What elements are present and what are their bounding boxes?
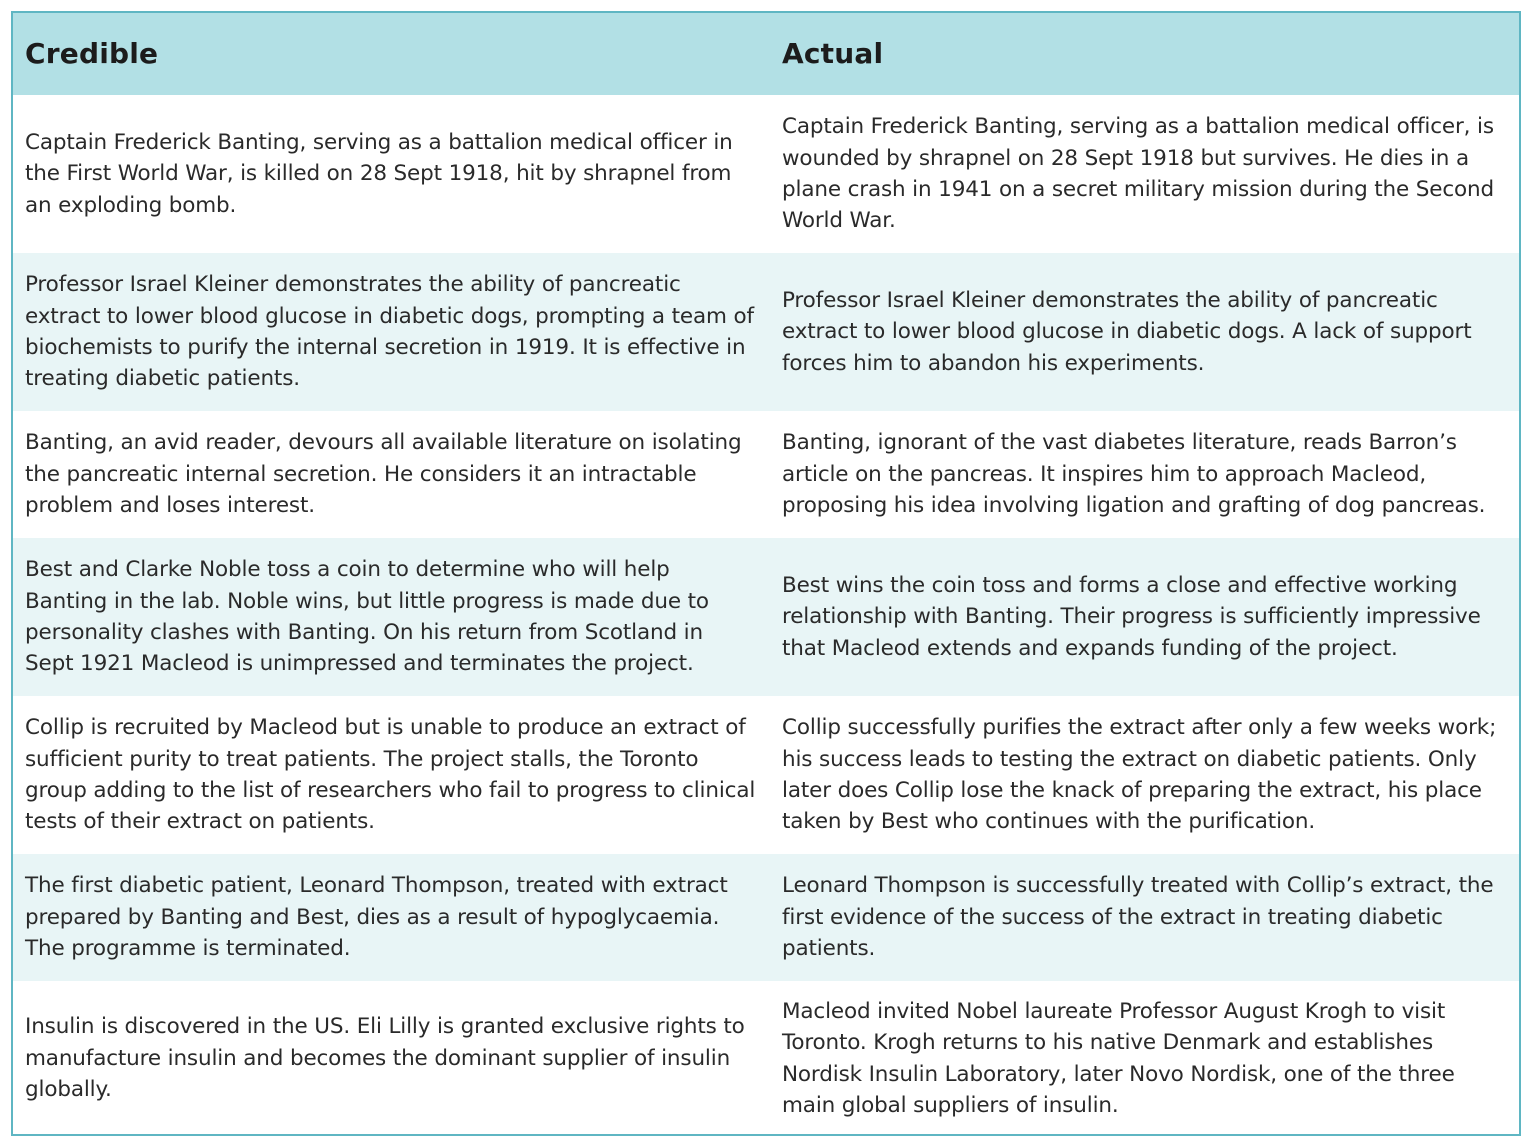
actual-cell: Captain Frederick Banting, serving as a battalion medical officer, is wounded by shrapnel on 28 Sept 1918 but survives. He dies in a plane crash in 1941 on a secret military mission during the Second World War. — [770, 95, 1519, 253]
table-row — [13, 95, 1519, 253]
table-row — [13, 253, 1519, 411]
actual-cell: Collip successfully purifies the extract after only a few weeks work; his success leads to testing the extract on diabetic patients. Only later does Collip lose the knack of preparing the extract, his place taken by Best who continues with the purification. — [770, 696, 1519, 854]
credible-cell: Professor Israel Kleiner demonstrates the ability of pancreatic extract to lower blood glucose in diabetic dogs, prompting a team of biochemists to purify the internal secretion in 1919. It is effective in treating diabetic patients. — [13, 253, 770, 411]
actual-cell: Professor Israel Kleiner demonstrates the ability of pancreatic extract to lower blood glucose in diabetic dogs. A lack of support forces him to abandon his experiments. — [770, 253, 1519, 411]
table-row — [13, 854, 1519, 981]
actual-cell: Best wins the coin toss and forms a close and effective working relationship with Banting. Their progress is sufficiently impressive that Macleod extends and expands funding of the project. — [770, 538, 1519, 696]
actual-cell: Macleod invited Nobel laureate Professor August Krogh to visit Toronto. Krogh returns to his native Denmark and establishes Nordisk Insulin Laboratory, later Novo Nordisk, one of the three main global suppliers of insulin. — [770, 981, 1519, 1136]
table-row — [13, 538, 1519, 696]
comparison-table — [13, 13, 1519, 1136]
table-row — [13, 981, 1519, 1136]
table-row — [13, 411, 1519, 538]
header-actual: Actual — [770, 13, 1519, 95]
credible-cell: The first diabetic patient, Leonard Thompson, treated with extract prepared by Banting and Best, dies as a result of hypoglycaemia. The programme is terminated. — [13, 854, 770, 981]
comparison-table-frame — [11, 11, 1521, 1136]
actual-cell: Leonard Thompson is successfully treated with Collip’s extract, the first evidence of the success of the extract in treating diabetic patients. — [770, 854, 1519, 981]
credible-cell: Collip is recruited by Macleod but is unable to produce an extract of sufficient purity to treat patients. The project stalls, the Toronto group adding to the list of researchers who fail to progress to clinical tests of their extract on patients. — [13, 696, 770, 854]
credible-cell: Captain Frederick Banting, serving as a battalion medical officer in the First World War, is killed on 28 Sept 1918, hit by shrapnel from an exploding bomb. — [13, 95, 770, 253]
credible-cell: Best and Clarke Noble toss a coin to determine who will help Banting in the lab. Noble wins, but little progress is made due to personality clashes with Banting. On his return from Scotland in Sept 1921 Macleod is unimpressed and terminates the project. — [13, 538, 770, 696]
table-row — [13, 696, 1519, 854]
header-credible: Credible — [13, 13, 770, 95]
actual-cell: Banting, ignorant of the vast diabetes literature, reads Barron’s article on the pancreas. It inspires him to approach Macleod, proposing his idea involving ligation and grafting of dog pancreas. — [770, 411, 1519, 538]
credible-cell: Banting, an avid reader, devours all available literature on isolating the pancreatic internal secretion. He considers it an intractable problem and loses interest. — [13, 411, 770, 538]
table-header-row — [13, 13, 1519, 95]
credible-cell: Insulin is discovered in the US. Eli Lilly is granted exclusive rights to manufacture insulin and becomes the dominant supplier of insulin globally. — [13, 981, 770, 1136]
